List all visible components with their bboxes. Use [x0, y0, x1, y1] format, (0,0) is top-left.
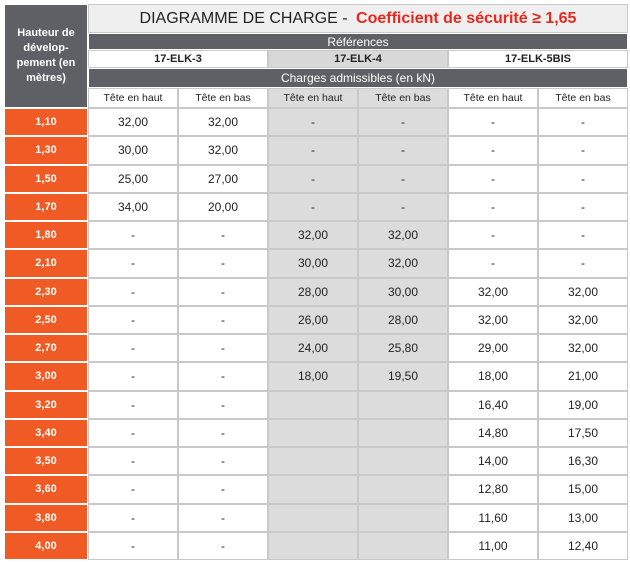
- row-height-label: 3,60: [4, 475, 88, 503]
- table-cell: -: [538, 249, 628, 277]
- row-height-label: 1,70: [4, 193, 88, 221]
- table-cell: 32,00: [538, 278, 628, 306]
- table-cell: -: [358, 108, 448, 136]
- table-cell: -: [88, 532, 178, 560]
- table-cell: 17,50: [538, 419, 628, 447]
- table-cell: [358, 447, 448, 475]
- row-height-label: 3,50: [4, 447, 88, 475]
- table-cell: 11,60: [448, 504, 538, 532]
- table-cell: 21,00: [538, 362, 628, 390]
- table-cell: -: [448, 108, 538, 136]
- table-cell: -: [178, 306, 268, 334]
- table-cell: [268, 391, 358, 419]
- table-title: [88, 4, 628, 33]
- row-height-label: 1,10: [4, 108, 88, 136]
- table-cell: -: [88, 391, 178, 419]
- row-height-label: 3,20: [4, 391, 88, 419]
- table-cell: 32,00: [358, 249, 448, 277]
- table-cell: -: [88, 362, 178, 390]
- table-cell: 32,00: [358, 221, 448, 249]
- row-height-label: 2,50: [4, 306, 88, 334]
- table-cell: -: [268, 193, 358, 221]
- table-cell: -: [88, 447, 178, 475]
- table-cell: -: [268, 165, 358, 193]
- table-cell: 30,00: [88, 136, 178, 164]
- table-cell: -: [88, 475, 178, 503]
- table-cell: -: [268, 136, 358, 164]
- table-cell: -: [88, 249, 178, 277]
- references-label: Références: [88, 33, 628, 50]
- table-cell: 32,00: [538, 334, 628, 362]
- row-height-label: 1,80: [4, 221, 88, 249]
- table-cell: 32,00: [538, 306, 628, 334]
- table-cell: -: [178, 532, 268, 560]
- table-cell: -: [178, 475, 268, 503]
- table-cell: -: [88, 504, 178, 532]
- row-height-label: 2,70: [4, 334, 88, 362]
- table-cell: -: [448, 221, 538, 249]
- row-height-label: 1,30: [4, 136, 88, 164]
- table-cell: -: [358, 136, 448, 164]
- table-cell: -: [538, 165, 628, 193]
- reference-elk5bis: 17-ELK-5BIS: [448, 50, 628, 68]
- table-cell: 28,00: [268, 278, 358, 306]
- table-cell: -: [178, 419, 268, 447]
- table-cell: -: [538, 193, 628, 221]
- subheader-1: Tête en bas: [178, 88, 268, 108]
- subheader-3: Tête en bas: [358, 88, 448, 108]
- row-height-label: 4,00: [4, 532, 88, 560]
- table-cell: 16,30: [538, 447, 628, 475]
- table-cell: 13,00: [538, 504, 628, 532]
- load-chart-table: [4, 4, 628, 560]
- table-cell: [268, 419, 358, 447]
- row-height-label: 3,00: [4, 362, 88, 390]
- table-cell: 14,00: [448, 447, 538, 475]
- table-cell: -: [538, 136, 628, 164]
- table-cell: 29,00: [448, 334, 538, 362]
- table-cell: 11,00: [448, 532, 538, 560]
- row-height-label: 1,50: [4, 165, 88, 193]
- table-cell: 34,00: [88, 193, 178, 221]
- table-cell: -: [178, 362, 268, 390]
- table-cell: -: [448, 249, 538, 277]
- table-cell: -: [448, 136, 538, 164]
- table-cell: -: [268, 108, 358, 136]
- table-cell: 30,00: [358, 278, 448, 306]
- subheader-4: Tête en haut: [448, 88, 538, 108]
- table-cell: 25,00: [88, 165, 178, 193]
- table-cell: [268, 504, 358, 532]
- table-cell: [268, 475, 358, 503]
- table-cell: 24,00: [268, 334, 358, 362]
- table-cell: -: [178, 249, 268, 277]
- row-height-label: 3,80: [4, 504, 88, 532]
- table-cell: -: [88, 334, 178, 362]
- table-cell: [358, 504, 448, 532]
- table-cell: [358, 391, 448, 419]
- table-cell: -: [538, 108, 628, 136]
- table-cell: 26,00: [268, 306, 358, 334]
- table-cell: -: [448, 165, 538, 193]
- table-cell: 19,00: [538, 391, 628, 419]
- table-cell: -: [178, 447, 268, 475]
- corner-label: Hauteur de dévelop-pement (en mètres): [4, 4, 88, 108]
- table-cell: 18,00: [268, 362, 358, 390]
- table-cell: 32,00: [268, 221, 358, 249]
- reference-elk3: 17-ELK-3: [88, 50, 268, 68]
- table-cell: 32,00: [448, 278, 538, 306]
- table-cell: 32,00: [178, 108, 268, 136]
- table-cell: -: [88, 221, 178, 249]
- title-prefix: DIAGRAMME DE CHARGE -: [139, 9, 353, 27]
- table-cell: [268, 532, 358, 560]
- table-cell: 25,80: [358, 334, 448, 362]
- row-height-label: 2,10: [4, 249, 88, 277]
- table-cell: -: [178, 221, 268, 249]
- table-cell: -: [88, 278, 178, 306]
- table-cell: -: [178, 334, 268, 362]
- table-cell: [268, 447, 358, 475]
- table-cell: -: [538, 221, 628, 249]
- row-height-label: 2,30: [4, 278, 88, 306]
- charges-label: Charges admissibles (en kN): [88, 68, 628, 88]
- table-cell: -: [448, 193, 538, 221]
- table-cell: -: [178, 391, 268, 419]
- title-highlight: Coefficient de sécurité ≥ 1,65: [356, 9, 577, 27]
- subheader-2: Tête en haut: [268, 88, 358, 108]
- table-cell: [358, 475, 448, 503]
- table-cell: 32,00: [88, 108, 178, 136]
- table-cell: 32,00: [178, 136, 268, 164]
- table-cell: [358, 419, 448, 447]
- table-cell: -: [88, 306, 178, 334]
- table-cell: 20,00: [178, 193, 268, 221]
- row-height-label: 3,40: [4, 419, 88, 447]
- table-cell: 14,80: [448, 419, 538, 447]
- table-cell: 32,00: [448, 306, 538, 334]
- table-cell: -: [178, 504, 268, 532]
- table-cell: 18,00: [448, 362, 538, 390]
- table-cell: 19,50: [358, 362, 448, 390]
- table-cell: 15,00: [538, 475, 628, 503]
- table-cell: -: [88, 419, 178, 447]
- table-cell: 12,80: [448, 475, 538, 503]
- table-cell: 30,00: [268, 249, 358, 277]
- table-cell: -: [358, 193, 448, 221]
- reference-elk4: 17-ELK-4: [268, 50, 448, 68]
- table-cell: 12,40: [538, 532, 628, 560]
- table-cell: -: [358, 165, 448, 193]
- table-cell: 16,40: [448, 391, 538, 419]
- table-cell: 27,00: [178, 165, 268, 193]
- table-cell: 28,00: [358, 306, 448, 334]
- subheader-5: Tête en bas: [538, 88, 628, 108]
- table-cell: -: [178, 278, 268, 306]
- table-cell: [358, 532, 448, 560]
- subheader-0: Tête en haut: [88, 88, 178, 108]
